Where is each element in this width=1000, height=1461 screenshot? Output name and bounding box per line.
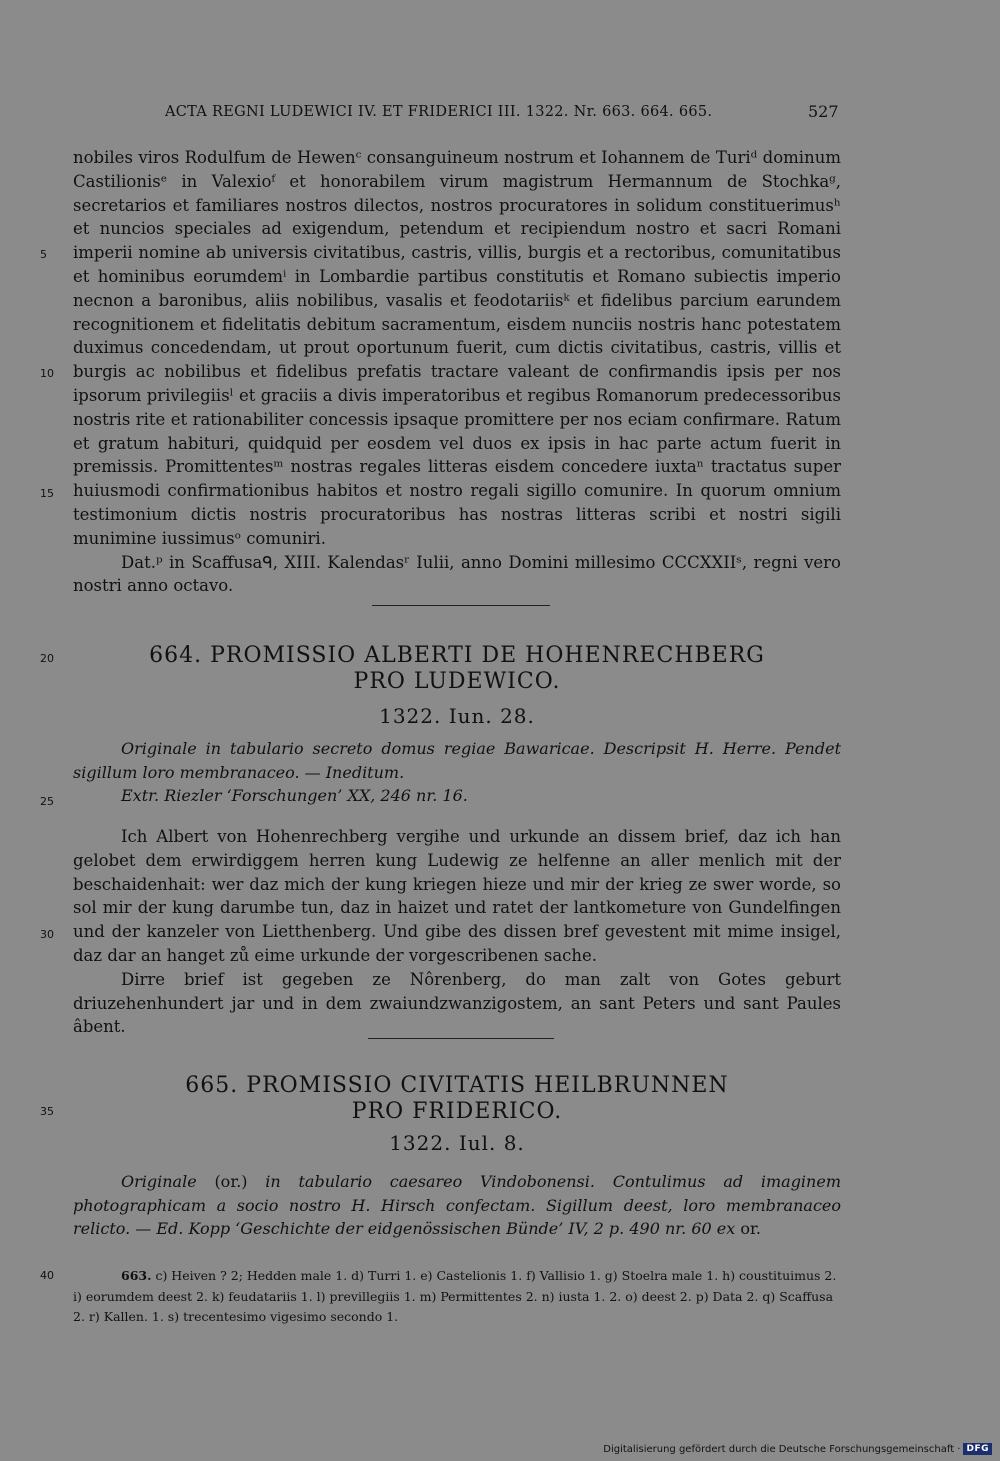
doc-664-title	[73, 643, 841, 695]
doc-664-source-2: Extr. Riezler ‘Forschungen’ XX, 246 nr. 16.	[121, 786, 468, 806]
section-divider	[372, 605, 550, 606]
doc-665-source	[73, 1170, 841, 1241]
running-title: ACTA REGNI LUDEWICI IV. ET FRIDERICI III. 1322. Nr. 663. 664. 665.	[165, 104, 713, 120]
doc-664-source	[73, 737, 841, 808]
line-number: 25	[40, 795, 54, 808]
doc-664-paragraph-2: Dirre brief ist gegeben ze Nôrenberg, do man zalt von Gotes geburt driuzehenhundert jar und in dem zwaiundzwanzigostem, an sant Peters und sant Paules âbent.	[73, 969, 841, 1037]
doc-663-dating: Dat.ᵖ in Scaffusaᑫ, XIII. Kalendasʳ Iulii, anno Domini millesimo CCCXXIIˢ, regni vero nostri anno octavo.	[73, 552, 841, 596]
footer-text: Digitalisierung gefördert durch die Deutsche Forschungsgemeinschaft ·	[603, 1443, 961, 1455]
running-header	[0, 104, 1000, 124]
doc-664-paragraph-1: Ich Albert von Hohenrechberg vergihe und urkunde an dissem brief, daz ich han gelobet dem erwirdiggem herren kung Ludewig ze helfenne an aller menlich mit der beschaidenhait: wer daz mich der kung kriegen hieze und mir der krieg ze swer worde, so sol mir der kung darumbe tun, daz in haizet und ratet der lantkometure von Gundelfingen und der kanzeler von Lietthenberg. Und gibe des dissen bref gevestent mit mime insigel, daz dar an hanget zů eime urkunde der vorgescribenen sache.	[73, 827, 841, 965]
dfg-logo-icon: DFG	[963, 1443, 992, 1455]
doc-665-title	[73, 1073, 841, 1125]
doc-665-source-a: Originale	[121, 1172, 197, 1191]
doc-664-title-line1: 664. PROMISSIO ALBERTI DE HOHENRECHBERG	[149, 643, 765, 668]
doc-665-title-line1: 665. PROMISSIO CIVITATIS HEILBRUNNEN	[185, 1073, 729, 1098]
doc-665-title-line2: PRO FRIDERICO.	[351, 1099, 563, 1124]
doc-663-text	[73, 146, 841, 598]
line-number: 35	[40, 1105, 54, 1118]
doc-665-source-b: (or.)	[214, 1172, 248, 1191]
footnote-text: c) Heiven ? 2; Hedden male 1. d) Turri 1. e) Castelionis 1. f) Vallisio 1. g) Stoelra male 1. h) coustituimus 2. i) eorumdem deest 2. k) feudatariis 1. l) previllegiis 1. m) Permittentes 2. n) iusta 1. 2. o) deest 2. p) Data 2. q) Scaffusa 2. r) Kallen. 1. s) trecentesimo vigesimo secondo 1.	[73, 1268, 837, 1324]
section-divider	[368, 1038, 554, 1039]
doc-664-source-1: Originale in tabulario secreto domus regiae Bawaricae. Descripsit H. Herre. Pendet sigillum loro membranaceo. — Ineditum.	[73, 739, 841, 782]
doc-664-text	[73, 825, 841, 1039]
doc-665-date: 1322. Iul. 8.	[389, 1131, 525, 1155]
line-number: 40	[40, 1269, 54, 1282]
doc-665-source-d: or.	[740, 1219, 761, 1239]
line-number: 5	[40, 248, 47, 261]
line-number: 30	[40, 928, 54, 941]
footnotes	[73, 1266, 841, 1328]
doc-664-title-line2: PRO LUDEWICO.	[353, 669, 561, 694]
doc-665-source-c: in tabulario caesareo Vindobonensi. Contulimus ad imaginem photographicam a socio nostro H. Hirsch confectam. Sigillum deest, loro membranaceo relicto. — Ed. Kopp ‘Geschichte der eidgenössischen Bünde’ IV, 2 p. 490 nr. 60 ex	[73, 1172, 841, 1239]
line-number: 20	[40, 652, 54, 665]
line-number: 15	[40, 487, 54, 500]
doc-663-paragraph: nobiles viros Rodulfum de Hewenᶜ consanguineum nostrum et Iohannem de Turiᵈ dominum Castilionisᵉ in Valexioᶠ et honorabilem virum magistrum Hermannum de Stochkaᵍ, secretarios et familiares nostros dilectos, nostros procuratores in solidum constituerimusʰ et nuncios speciales ad exigendum, petendum et recipiendum nostro et sacri Romani imperii nomine ab universis civitatibus, castris, villis, burgis et a rectoribus, comunitatibus et hominibus eorumdemⁱ in Lombardie partibus constitutis et Romano subiectis imperio necnon a baronibus, aliis nobilibus, vasalis et feodotariisᵏ et fidelibus parcium earundem recognitionem et fidelitatis debitum sacramentum, eisdem nunciis nostris hanc potestatem duximus concedendam, ut prout oportunum fuerit, cum dictis civitatibus, castris, villis et burgis ac nobilibus et fidelibus prefatis tractare valeant de confirmandis ipsis per nos ipsorum privilegiisˡ et graciis a divis imperatoribus et regibus Romanorum predecessoribus nostris rite et rationabiliter concessis ipsaque promittere per nos eciam confirmare. Ratum et gratum habituri, quidquid per eosdem vel duos ex ipsis in hac parte actum fuerit in premissis. Promittentesᵐ nostras regales litteras eisdem concedere iuxtaⁿ tractatus super huiusmodi confirmationibus habitos et nostro regali sigillo comunire. In quorum omnium testimonium dictis nostris procuratoribus has nostras litteras scribi et nostri sigili munimine iussimusᵒ comuniri.	[73, 148, 841, 548]
footnote-label: 663.	[121, 1268, 152, 1283]
digitization-footer	[603, 1443, 992, 1455]
page-number: 527	[808, 102, 839, 121]
doc-664-date: 1322. Iun. 28.	[379, 704, 535, 728]
line-number: 10	[40, 367, 54, 380]
